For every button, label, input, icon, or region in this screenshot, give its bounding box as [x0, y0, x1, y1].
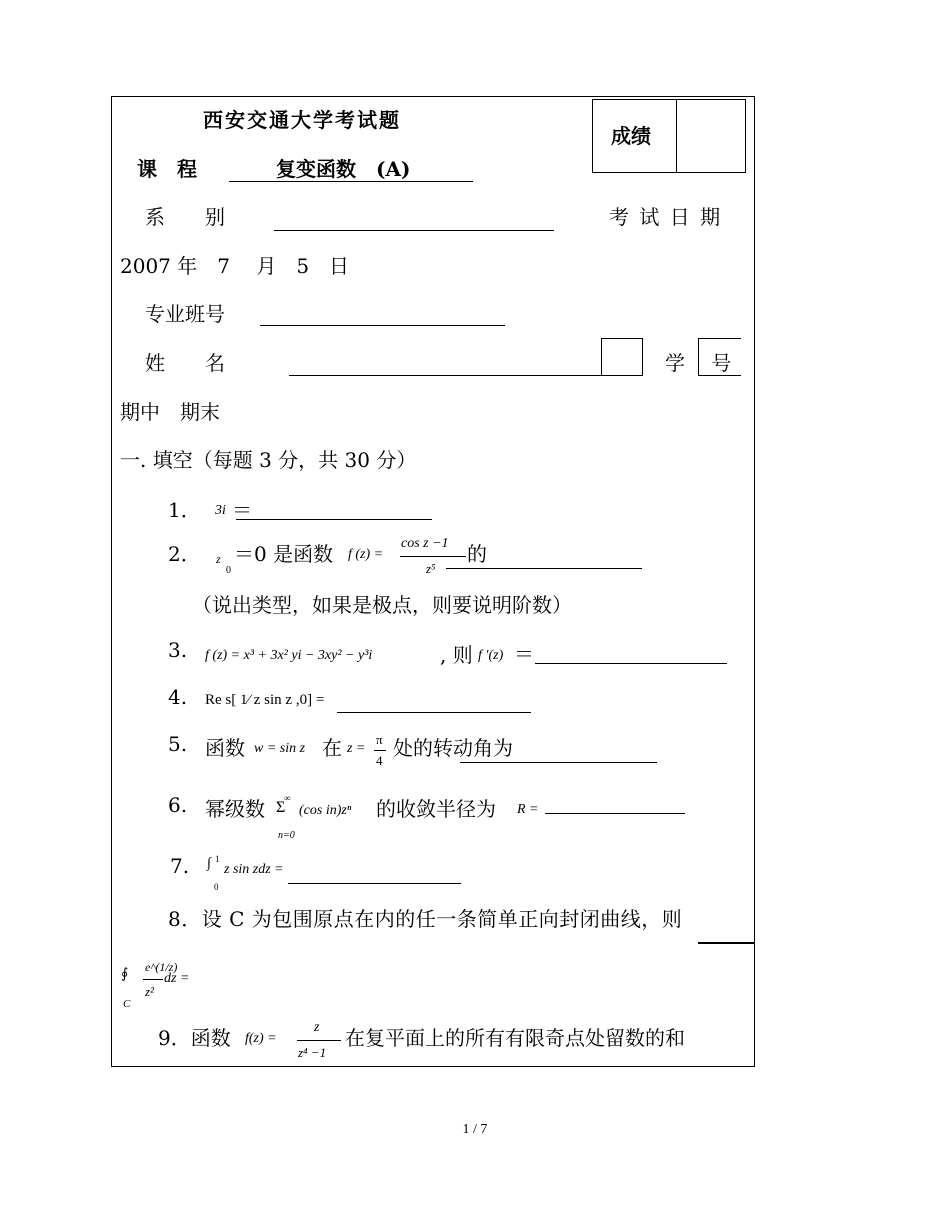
q5-pi: π [376, 732, 383, 747]
q9-text: 9．函数 [158, 1026, 231, 1050]
dept-field[interactable] [274, 230, 554, 231]
q7-answer[interactable] [288, 883, 461, 884]
q5-tail: 处的转动角为 [393, 736, 513, 760]
dept-label: 系 别 [145, 205, 225, 229]
term-line: 期中 期末 [120, 400, 220, 424]
q7-number: 7. [170, 854, 190, 878]
q3-number: 3. [168, 638, 188, 662]
q6-mid: 的收敛半径为 [376, 797, 496, 821]
q3-answer[interactable] [535, 663, 727, 664]
q5-w: w = sin z [254, 741, 306, 756]
q7-expr: z sin zdz = [224, 862, 284, 877]
q8-denominator: z² [145, 984, 154, 999]
q6-infinity: ∞ [284, 793, 291, 803]
q8-tail: dz = [164, 971, 190, 986]
q3-deriv: f ′(z) [478, 648, 504, 663]
q1-number: 1． [168, 498, 201, 522]
class-label: 专业班号 [145, 302, 225, 326]
q5-answer[interactable] [460, 762, 657, 763]
grade-label: 成绩 [611, 124, 651, 148]
exam-date: 2007 年 7 月 5 日 [120, 254, 350, 278]
q6-number: 6. [168, 793, 188, 817]
q2-fraction-bar [400, 556, 466, 557]
q4-answer[interactable] [337, 712, 531, 713]
class-field[interactable] [260, 325, 505, 326]
course-name: 复变函数 (A) [276, 157, 411, 181]
q6-term: (cos in)zⁿ [299, 803, 352, 818]
course-label: 课 程 [137, 157, 197, 181]
q8-C: C [123, 998, 131, 1010]
q3-tail: ＝ [514, 642, 534, 666]
q3-expr: f (z) = x³ + 3x² yi − 3xy² − y³i [205, 648, 373, 663]
q4-expr: Re s[ 1⁄ z sin z ,0] = [205, 692, 325, 708]
q7-lower: 0 [214, 882, 219, 892]
q1-expr: 3i [215, 503, 226, 518]
date-label: 考 试 日 期 [609, 205, 723, 229]
q2-numerator: cos z −1 [401, 536, 449, 551]
q2-tail: 的 [467, 542, 487, 566]
q8-contour: ∮ [121, 967, 129, 982]
q5-z: z = [347, 741, 366, 756]
q2-note: （说出类型，如果是极点，则要说明阶数） [192, 593, 572, 617]
q5-at: 在 [322, 736, 342, 760]
grade-box-divider [676, 100, 677, 172]
q6-index: n=0 [278, 830, 295, 841]
q2-answer[interactable] [446, 568, 642, 569]
section1-heading: 一. 填空（每题 3 分，共 30 分） [120, 448, 417, 472]
name-box[interactable] [601, 338, 643, 376]
name-field[interactable] [289, 375, 601, 376]
q2-sub: 0 [226, 565, 231, 576]
q3-mid: , 则 [440, 643, 473, 667]
q2-fz: f (z) = [348, 547, 384, 562]
q7-upper: 1 [215, 854, 220, 864]
q5-number: 5. [168, 732, 188, 756]
q7-integral: ∫ [207, 856, 211, 871]
q9-fraction-bar [297, 1040, 341, 1041]
q2-text: ＝0 是函数 [234, 542, 334, 566]
q9-tail: 在复平面上的所有有限奇点处留数的和 [345, 1026, 685, 1050]
q8-numerator: e^(1/z) [145, 960, 178, 974]
q9-denominator: z⁴ −1 [298, 1045, 327, 1060]
id-box[interactable] [698, 338, 741, 376]
q5-four: 4 [376, 753, 383, 768]
q9-numerator: z [314, 1020, 320, 1035]
q5-pre: 函数 [205, 736, 245, 760]
page-number: 1 / 7 [462, 1122, 488, 1137]
q6-answer[interactable] [545, 813, 685, 814]
q6-pre: 幂级数 [205, 797, 265, 821]
grade-box [592, 99, 746, 173]
q1-tail: ＝ [232, 498, 252, 522]
q8-answer[interactable] [698, 942, 755, 944]
q2-number: 2． [168, 542, 201, 566]
id-label: 学 号 [665, 351, 732, 375]
exam-title: 西安交通大学考试题 [203, 108, 401, 132]
q2-z: z [216, 552, 221, 566]
course-underline [229, 181, 473, 182]
name-label: 姓 名 [145, 351, 225, 375]
q8-text: 8．设 C 为包围原点在内的任一条简单正向封闭曲线，则 [168, 907, 683, 931]
q6-R: R = [517, 802, 539, 817]
q1-answer[interactable] [236, 519, 432, 520]
q5-fraction-bar [374, 750, 386, 751]
q2-denominator: z⁵ [426, 561, 436, 576]
q9-fz: f(z) = [245, 1031, 277, 1046]
q4-number: 4. [168, 685, 188, 709]
q8-fraction-bar [143, 979, 163, 980]
q6-sigma: Σ [276, 799, 286, 816]
